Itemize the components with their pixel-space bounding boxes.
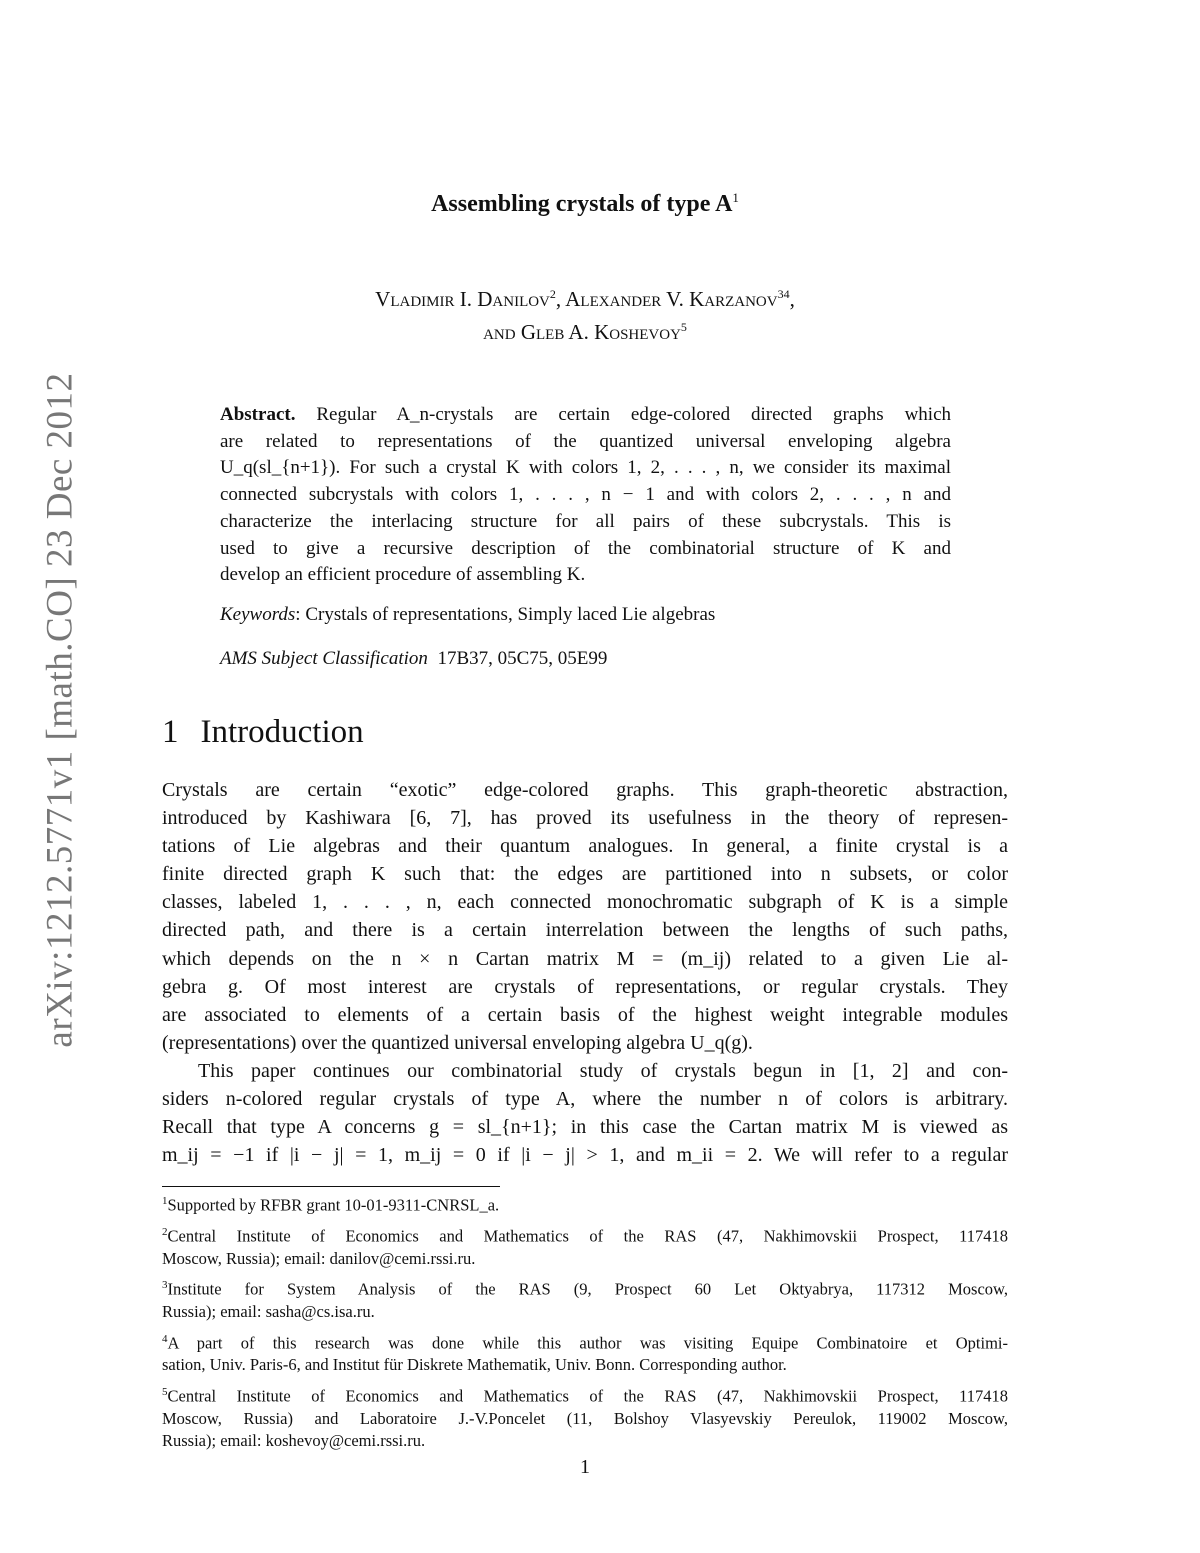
footnote-line: Russia); email: koshevoy@cemi.rssi.ru.	[162, 1431, 426, 1451]
abstract-line: develop an efficient procedure of assembling K.	[220, 564, 586, 586]
author-line-2	[0, 313, 1170, 346]
footnote-line: Moscow, Russia); email: danilov@cemi.rssi.ru.	[162, 1248, 476, 1268]
author-footnote-mark: 2	[549, 287, 556, 301]
section-title: Introduction	[200, 714, 364, 750]
footnote-line	[162, 1190, 1008, 1217]
body-line: tations of Lie algebras and their quantum analogues. In general, a finite crystal is a	[162, 835, 1008, 858]
author-list	[0, 280, 1170, 346]
abstract-line	[220, 402, 951, 429]
footnote-line	[162, 1274, 1008, 1301]
title-footnote-mark: 1	[732, 190, 739, 205]
author-name: Gleb A. Koshevoy	[520, 320, 681, 344]
abstract-label: Abstract.	[220, 404, 296, 425]
footnote	[162, 1221, 1008, 1270]
footnote	[162, 1190, 1008, 1217]
author-name: Alexander V. Karzanov	[565, 287, 778, 311]
abstract-line: characterize the interlacing structure for all pairs of these subcrystals. This is	[220, 510, 951, 532]
author-footnote-mark: 5	[680, 320, 687, 334]
footnote	[162, 1381, 1008, 1453]
footnote	[162, 1328, 1008, 1377]
body-line: siders n-colored regular crystals of type A, where the number n of colors is arbitrary.	[162, 1088, 1008, 1111]
footnote-mark: 1	[162, 1195, 168, 1207]
abstract-line-text: Regular A_n-crystals are certain edge-colored directed graphs which	[316, 404, 952, 425]
section-heading	[162, 714, 364, 751]
body-line: gebra g. Of most interest are crystals of representations, or regular crystals. They	[162, 975, 1008, 998]
footnote-text: Supported by RFBR grant 10-01-9311-CNRSL_a.	[167, 1195, 500, 1215]
ams-label: AMS Subject Classification	[220, 648, 428, 669]
footnote-divider	[162, 1186, 500, 1187]
author-name: Vladimir I. Danilov	[375, 287, 550, 311]
footnote	[162, 1274, 1008, 1323]
ams-classification	[220, 648, 951, 670]
body-line: introduced by Kashiwara [6, 7], has proved its usefulness in the theory of represen-	[162, 807, 1008, 830]
page-number: 1	[580, 1456, 590, 1478]
abstract-line: connected subcrystals with colors 1, . . . , n − 1 and with colors 2, . . . , n and	[220, 484, 951, 506]
keywords-text: Crystals of representations, Simply laced Lie algebras	[305, 604, 716, 625]
body-line: classes, labeled 1, . . . , n, each connected monochromatic subgraph of K is a simple	[162, 891, 1008, 914]
footnote-text: Institute for System Analysis of the RAS (9, Prospect 60 Let Oktyabrya, 117312 Moscow,	[167, 1279, 1008, 1299]
footnote-line	[162, 1221, 1008, 1248]
body-line: m_ij = −1 if |i − j| = 1, m_ij = 0 if |i − j| > 1, and m_ii = 2. We will refer to a regular	[162, 1144, 1008, 1167]
footnote-text: Central Institute of Economics and Mathematics of the RAS (47, Nakhimovskii Prospect, 117418	[167, 1226, 1008, 1246]
ams-codes: 17B37, 05C75, 05E99	[437, 648, 608, 669]
body-line: finite directed graph K such that: the edges are partitioned into n subsets, or color	[162, 863, 1008, 886]
footnote-mark: 2	[162, 1225, 168, 1238]
body-line: are associated to elements of a certain basis of the highest weight integrable modules	[162, 1003, 1008, 1026]
footnote-line	[162, 1381, 1008, 1408]
body-line: which depends on the n × n Cartan matrix M = (m_ij) related to a given Lie al-	[162, 947, 1008, 970]
body-line: This paper continues our combinatorial study of crystals begun in [1, 2] and con-	[198, 1059, 1008, 1082]
footnote-mark: 3	[162, 1279, 168, 1292]
author-line-1: Vladimir I. Danilov$^2$, Alexander V. Karzanov$^{34}$,	[375, 287, 795, 311]
footnote-text: A part of this research was done while this author was visiting Equipe Combinatoire et Optimi-	[167, 1333, 1008, 1353]
paper-title	[0, 190, 1170, 218]
keywords: Keywords: Crystals of representations, Simply laced Lie algebras	[220, 604, 716, 625]
body-line: directed path, and there is a certain interrelation between the lengths of such paths,	[162, 919, 1008, 942]
author-conjunction: and	[483, 320, 516, 344]
abstract-line: are related to representations of the quantized universal enveloping algebra	[220, 430, 951, 452]
footnote-line: Moscow, Russia) and Laboratoire J.-V.Poncelet (11, Bolshoy Vlasyevskiy Pereulok, 119002 Moscow,	[162, 1408, 1008, 1428]
section-number: 1	[162, 714, 179, 750]
footnotes	[162, 1190, 1008, 1457]
arxiv-stamp: arXiv:1212.5771v1 [math.CO] 23 Dec 2012	[39, 372, 81, 1048]
footnote-mark: 5	[162, 1385, 168, 1398]
footnote-line: sation, Univ. Paris-6, and Institut für Diskrete Mathematik, Univ. Bonn. Corresponding author.	[162, 1355, 787, 1375]
abstract-line: used to give a recursive description of the combinatorial structure of K and	[220, 537, 951, 559]
body-line: Recall that type A concerns g = sl_{n+1}; in this case the Cartan matrix M is viewed as	[162, 1116, 1008, 1139]
title-text: Assembling crystals of type A	[431, 191, 733, 217]
body-text	[162, 776, 1008, 1169]
author-footnote-mark: 34	[777, 287, 790, 301]
abstract	[220, 402, 951, 589]
keywords-label: Keywords	[220, 604, 296, 625]
abstract-line: U_q(sl_{n+1}). For such a crystal K with colors 1, 2, . . . , n, we consider its maximal	[220, 457, 951, 479]
body-line: Crystals are certain “exotic” edge-colored graphs. This graph-theoretic abstraction,	[162, 779, 1008, 801]
body-line: (representations) over the quantized universal enveloping algebra U_q(g).	[162, 1031, 753, 1054]
footnote-line	[162, 1328, 1008, 1355]
footnote-text: Central Institute of Economics and Mathematics of the RAS (47, Nakhimovskii Prospect, 117418	[167, 1386, 1008, 1406]
footnote-mark: 4	[162, 1332, 168, 1345]
footnote-line: Russia); email: sasha@cs.isa.ru.	[162, 1302, 375, 1322]
